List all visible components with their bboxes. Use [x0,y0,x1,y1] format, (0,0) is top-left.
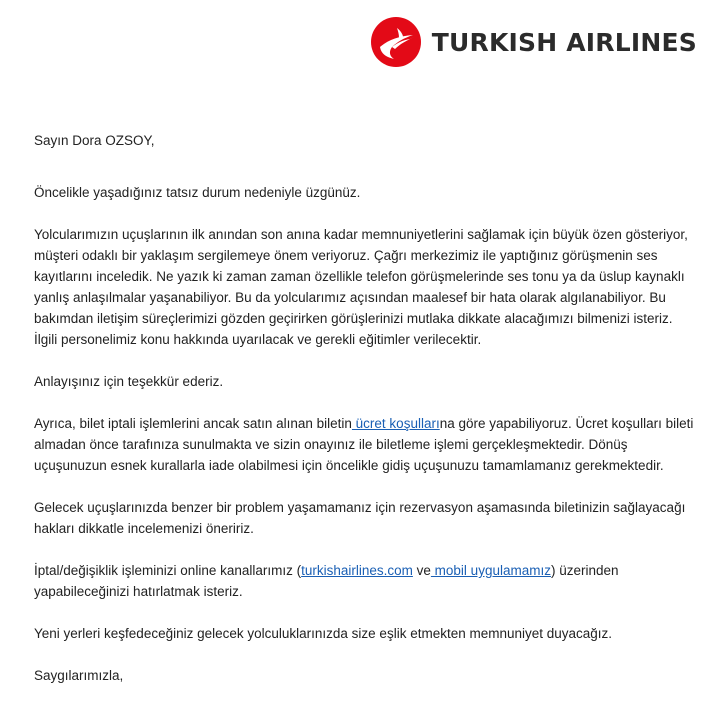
brand-name: TURKISH AIRLINES [431,27,697,57]
online-channels-text-mid: ve [412,563,431,578]
paragraph-fare-rules [34,413,694,476]
fare-conditions-link[interactable]: ücret koşulları [351,416,440,431]
paragraph-closing-wish: Yeni yerleri keşfedeceğiniz gelecek yolculuklarınızda size eşlik etmekten memnuniyet duyacağız. [34,626,613,641]
greeting: Sayın Dora OZSOY, [34,133,155,148]
online-channels-text-before: İptal/değişiklik işleminizi online kanallarımız ( [34,563,302,578]
paragraph-apology: Öncelikle yaşadığınız tatsız durum nedeniyle üzgünüz. [34,185,361,200]
letter-body [34,130,694,707]
turkish-airlines-logo-icon [370,16,422,68]
paragraph-thanks: Anlayışınız için teşekkür ederiz. [34,374,224,389]
turkishairlines-website-link[interactable]: turkishairlines.com [301,563,413,578]
paragraph-recommendation: Gelecek uçuşlarınızda benzer bir problem yaşamamanız için rezervasyon aşamasında biletinizin sağlayacağı hakları dikkatle incelemenizi öneririz. [34,500,686,536]
fare-rules-text-after: na göre yapabiliyoruz. Ücret koşulları bileti almadan önce tarafınıza sunulmakta ve sizin onayınız ile biletleme işlemi gerçekleşmektedir. Dönüş uçuşunuzun esnek kurallarla iade olabilmesi için öncelikle gidiş uçuşunuzu tamamlamanız gerekmektedir. [34,416,694,473]
fare-rules-text-before: Ayrıca, bilet iptali işlemlerini ancak satın alınan biletin [34,416,352,431]
brand-logo[interactable] [370,16,697,68]
closing-salutation: Saygılarımızla, [34,668,124,683]
paragraph-online-channels [34,560,694,602]
mobile-app-link[interactable]: mobil uygulamamız [430,563,551,578]
email-header [0,0,715,80]
paragraph-investigation: Yolcularımızın uçuşlarının ilk anından son anına kadar memnuniyetlerini sağlamak için büyük özen gösteriyor, müşteri odaklı bir yaklaşım sergilemeye önem veriyoruz. Çağrı merkezimiz ile yaptığınız görüşmenin ses kayıtlarını inceledik. Ne yazık ki zaman zaman özellikle telefon görüşmelerinde ses tonu ya da üslup kaynaklı yanlış anlaşılmalar yaşanabiliyor. Bu da yolcularımız açısından maalesef bir hata olarak algılanabiliyor. Bu bakımdan iletişim süreçlerimizi gözden geçirirken görüşlerinizi mutlaka dikkate alacağımızı bilmenizi isteriz. İlgili personelimiz konu hakkında uyarılacak ve gerekli eğitimler verilecektir. [34,227,688,347]
online-channels-text-after: ) üzerinden yapabileceğinizi hatırlatmak isteriz. [34,563,619,599]
